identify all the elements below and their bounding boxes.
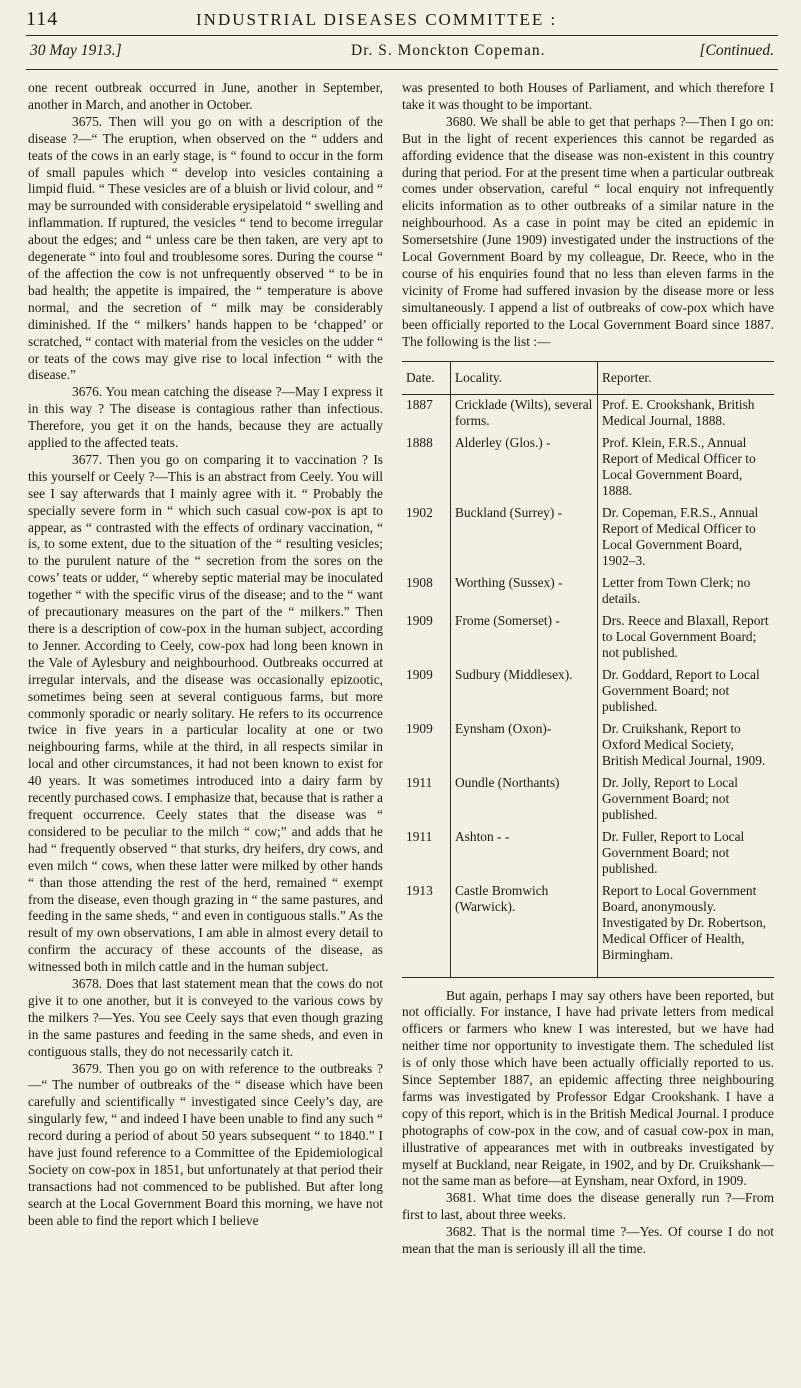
header-locality: Locality. <box>451 361 598 394</box>
paragraph: was presented to both Houses of Parliament, and which therefore I take it was thought to be important. <box>402 80 774 112</box>
left-column <box>28 80 383 1230</box>
row-date: 1909 <box>406 720 433 736</box>
row-date: 1887 <box>406 396 433 412</box>
paragraph: 3682. That is the normal time ?—Yes. Of course I do not mean that the man is seriously ill all the time. <box>402 1224 774 1257</box>
row-date: 1902 <box>406 504 433 520</box>
row-locality: Eynsham (Oxon)- <box>451 719 598 773</box>
table-row <box>402 881 774 978</box>
table-row <box>402 433 774 503</box>
row-date: 1909 <box>406 612 433 628</box>
paragraph: 3677. Then you go on comparing it to vaccination ? Is this yourself or Ceely ?—This is an abstract from Ceely. You will see I say afterwards that I mainly agree with it. “ Probably the specially severe form in “ which such casual cow-pox is apt to appear, as “ contrasted with the effects of ordinary vaccination, “ is, to some extent, due to the situation of the “ resulting vesicles; to the purulent nature of the “ secretion from the sores on the cows’ teats or udder, “ whereby septic material may be inoculated together “ with the specific virus of the disease; and to the “ want of precautionary measures on the part of the “ milkers.” Then there is a description of cow-pox in the human subject, according to Jenner. According to Ceely, cow-pox had long been known in the Vale of Aylesbury and neighbourhood. Outbreaks occurred at irregular intervals, and the disease was occasionally epizootic, sometimes being seen at several contiguous farms, but more commonly sporadic or nearly solitary. He refers to its occurrence twice in five years in a particular locality at one or two neighbouring farms, while at the third, in all respects similar in local and other circumstances, it had not been known to exist for 40 years. It was sometimes introduced into a dairy farm by recently purchased cows. I emphasize that, because that is rather a frequent occurrence. Ceely states that the disease was “ considered to be peculiar to the milch “ cow;” and adds that he had “ frequently observed “ that sturks, dry heifers, dry cows, and even milch “ cows, when these latter were milked by other hands “ than those attending the rest of the herd, remained “ exempt from the disease, even though grazing in “ the same pastures, and feeding in the same sheds, “ and even in contiguous stalls.” As the result of my own observations, I am able in almost every detail to confirm the accuracy of these accounts of the disease, as witnessed both in milch cattle and in the human subject. <box>28 451 383 975</box>
page-header <box>26 6 786 36</box>
row-locality: Oundle (Northants) <box>451 773 598 827</box>
row-locality: Alderley (Glos.) - <box>451 433 598 503</box>
paragraph: 3680. We shall be able to get that perhaps ?—Then I go on: But in the light of recent experiences this cannot be regarded as affording evidence that the disease was non-existent in this country during that period. For at the present time when a particular outbreak comes under observation, careful “ local enquiry not infrequently elicits information as to other outbreaks of a similar nature in the neighbourhood. As a case in point may be cited an epidemic in Somersetshire (June 1909) investigated under the instructions of the Local Government Board by my colleague, Dr. Reece, who in the course of his enquiries found that no less than eleven farms in the vicinity of Frome had suffered invasion by the disease more or less simultaneously. I append a list of outbreaks of cow-pox which have been officially reported to the Local Government Board since 1887. The following is the list :— <box>402 113 774 349</box>
row-locality: Cricklade (Wilts), several forms. <box>451 394 598 433</box>
header-date: Date. <box>402 361 451 394</box>
paragraph: 3675. Then will you go on with a description of the disease ?—“ The eruption, when observed on the “ udders and teats of the cows in an early stage, is “ found to occur in the form of small papules which “ develop into vesicles containing a limpid fluid. “ These vesicles are of a bluish or livid colour, and “ may be surrounded with considerable erysipelatoid “ swelling and inflammation. If ruptured, the vesicles “ tend to become irregular about the edges; and “ unless care be then taken, are very apt to degenerate “ into foul and troublesome sores. During the course “ of the affection the cow is not unfrequently observed “ to be in bad health; the appetite is impaired, the “ temperature is above normal, and the secretion of “ milk may be considerably diminished. If the “ milkers’ hands happen to be ‘chapped’ or scratched, “ contact with material from the vesicles on the udder “ or teats of the cows may give rise to local infection “ with the disease.” <box>28 113 383 383</box>
table-row <box>402 394 774 433</box>
row-reporter: Dr. Jolly, Report to Local Government Board; not published. <box>602 774 738 822</box>
session-date: 30 May 1913.] <box>30 42 122 59</box>
header-rule <box>26 35 778 36</box>
paragraph: 3678. Does that last statement mean that the cows do not give it to one another, but it is conveyed to the various cows by the milkers ?—Yes. You see Ceely says that even though grazing in the same pastures and feeding in the same sheds, and even in contiguous stalls, they do not necessarily catch it. <box>28 976 383 1059</box>
continued-marker: [Continued. <box>699 42 774 59</box>
witness-name: Dr. S. Monckton Copeman. <box>351 42 546 59</box>
page-subheader <box>26 42 778 68</box>
table-row <box>402 573 774 611</box>
row-reporter: Prof. Klein, F.R.S., Annual Report of Medical Officer to Local Government Board, 1888. <box>602 434 756 498</box>
row-date: 1888 <box>406 434 433 450</box>
row-date: 1911 <box>406 774 433 790</box>
outbreak-table-header <box>402 361 774 394</box>
table-row <box>402 773 774 827</box>
row-date: 1908 <box>406 574 433 590</box>
paragraph: 3676. You mean catching the disease ?—May I express it in this way ? The disease is contagious rather than infectious. Therefore, you get it on the hands, because they are actually applied to the affected teats. <box>28 384 383 451</box>
paragraph: But again, perhaps I may say others have been reported, but not officially. For instance, I have had private letters from medical officers or farmers who knew I was interested, but we have had neither time nor opportunity to investigate them. The scheduled list is of only those which have been actually officially reported to us. Since September 1887, an epidemic affecting three neighbouring farms was investigated by Professor Edgar Crookshank. I have a copy of this report, which is in the British Medical Journal. I produce photographs of cow-pox in the cow, and of casual cow-pox in man, illustrative of appearances met with in outbreaks investigated by myself at Buckland, near Reigate, in 1902, and by Dr. Cruikshank—not the same man as before—at Eynsham, near Oxford, in 1909. <box>402 987 774 1189</box>
table-row <box>402 827 774 881</box>
row-date: 1911 <box>406 828 433 844</box>
row-date: 1909 <box>406 666 433 682</box>
paragraph: 3679. Then you go on with reference to the outbreaks ?—“ The number of outbreaks of the “ disease which have been carefully and scientifically “ investigated since Ceely’s day, are singularly few, “ and indeed I have been unable to find any such “ record during a period of about 50 years subsequent “ to 1840.” I have just found reference to a Committee of the Epidemiological Society on cow-pox in 1851, but unfortunately at that period their transactions had not commenced to be published. But after long search at the Local Government Board this morning, we have not been able to find the report which I believe <box>28 1060 383 1228</box>
page-number: 114 <box>26 8 59 30</box>
row-locality: Sudbury (Middlesex). <box>451 665 598 719</box>
table-row <box>402 503 774 573</box>
paragraph: 3681. What time does the disease generally run ?—From first to last, about three weeks. <box>402 1190 774 1223</box>
row-reporter: Dr. Copeman, F.R.S., Annual Report of Medical Officer to Local Government Board, 1902–3. <box>602 504 759 568</box>
right-column-lower-text <box>402 988 774 1259</box>
row-reporter: Letter from Town Clerk; no details. <box>602 574 751 606</box>
row-date: 1913 <box>402 881 451 978</box>
row-locality: Buckland (Surrey) - <box>451 503 598 573</box>
row-locality: Ashton - - <box>451 827 598 881</box>
row-reporter: Report to Local Government Board, anonymously. Investigated by Dr. Robertson, Medical Officer of Health, Birmingham. <box>598 881 775 978</box>
table-row <box>402 611 774 665</box>
subheader-rule <box>26 69 778 70</box>
row-reporter: Dr. Fuller, Report to Local Government Board; not published. <box>602 828 745 876</box>
paragraph: one recent outbreak occurred in June, another in September, another in March, and another in October. <box>28 80 383 112</box>
outbreak-table-body <box>402 394 774 977</box>
row-reporter: Dr. Cruikshank, Report to Oxford Medical Society, British Medical Journal, 1909. <box>602 720 766 768</box>
header-reporter: Reporter. <box>598 361 775 394</box>
outbreak-table <box>402 361 774 978</box>
row-reporter: Drs. Reece and Blaxall, Report to Local Government Board; not published. <box>602 612 769 660</box>
row-locality: Worthing (Sussex) - <box>451 573 598 611</box>
running-title: INDUSTRIAL DISEASES COMMITTEE : <box>196 10 558 29</box>
table-row <box>402 719 774 773</box>
right-column-upper-text <box>402 80 774 351</box>
table-row <box>402 665 774 719</box>
row-locality: Frome (Somerset) - <box>451 611 598 665</box>
row-reporter: Dr. Goddard, Report to Local Government Board; not published. <box>602 666 760 714</box>
row-locality: Castle Bromwich (Warwick). <box>451 881 598 978</box>
row-reporter: Prof. E. Crookshank, British Medical Journal, 1888. <box>602 396 755 428</box>
right-column <box>402 80 774 1258</box>
